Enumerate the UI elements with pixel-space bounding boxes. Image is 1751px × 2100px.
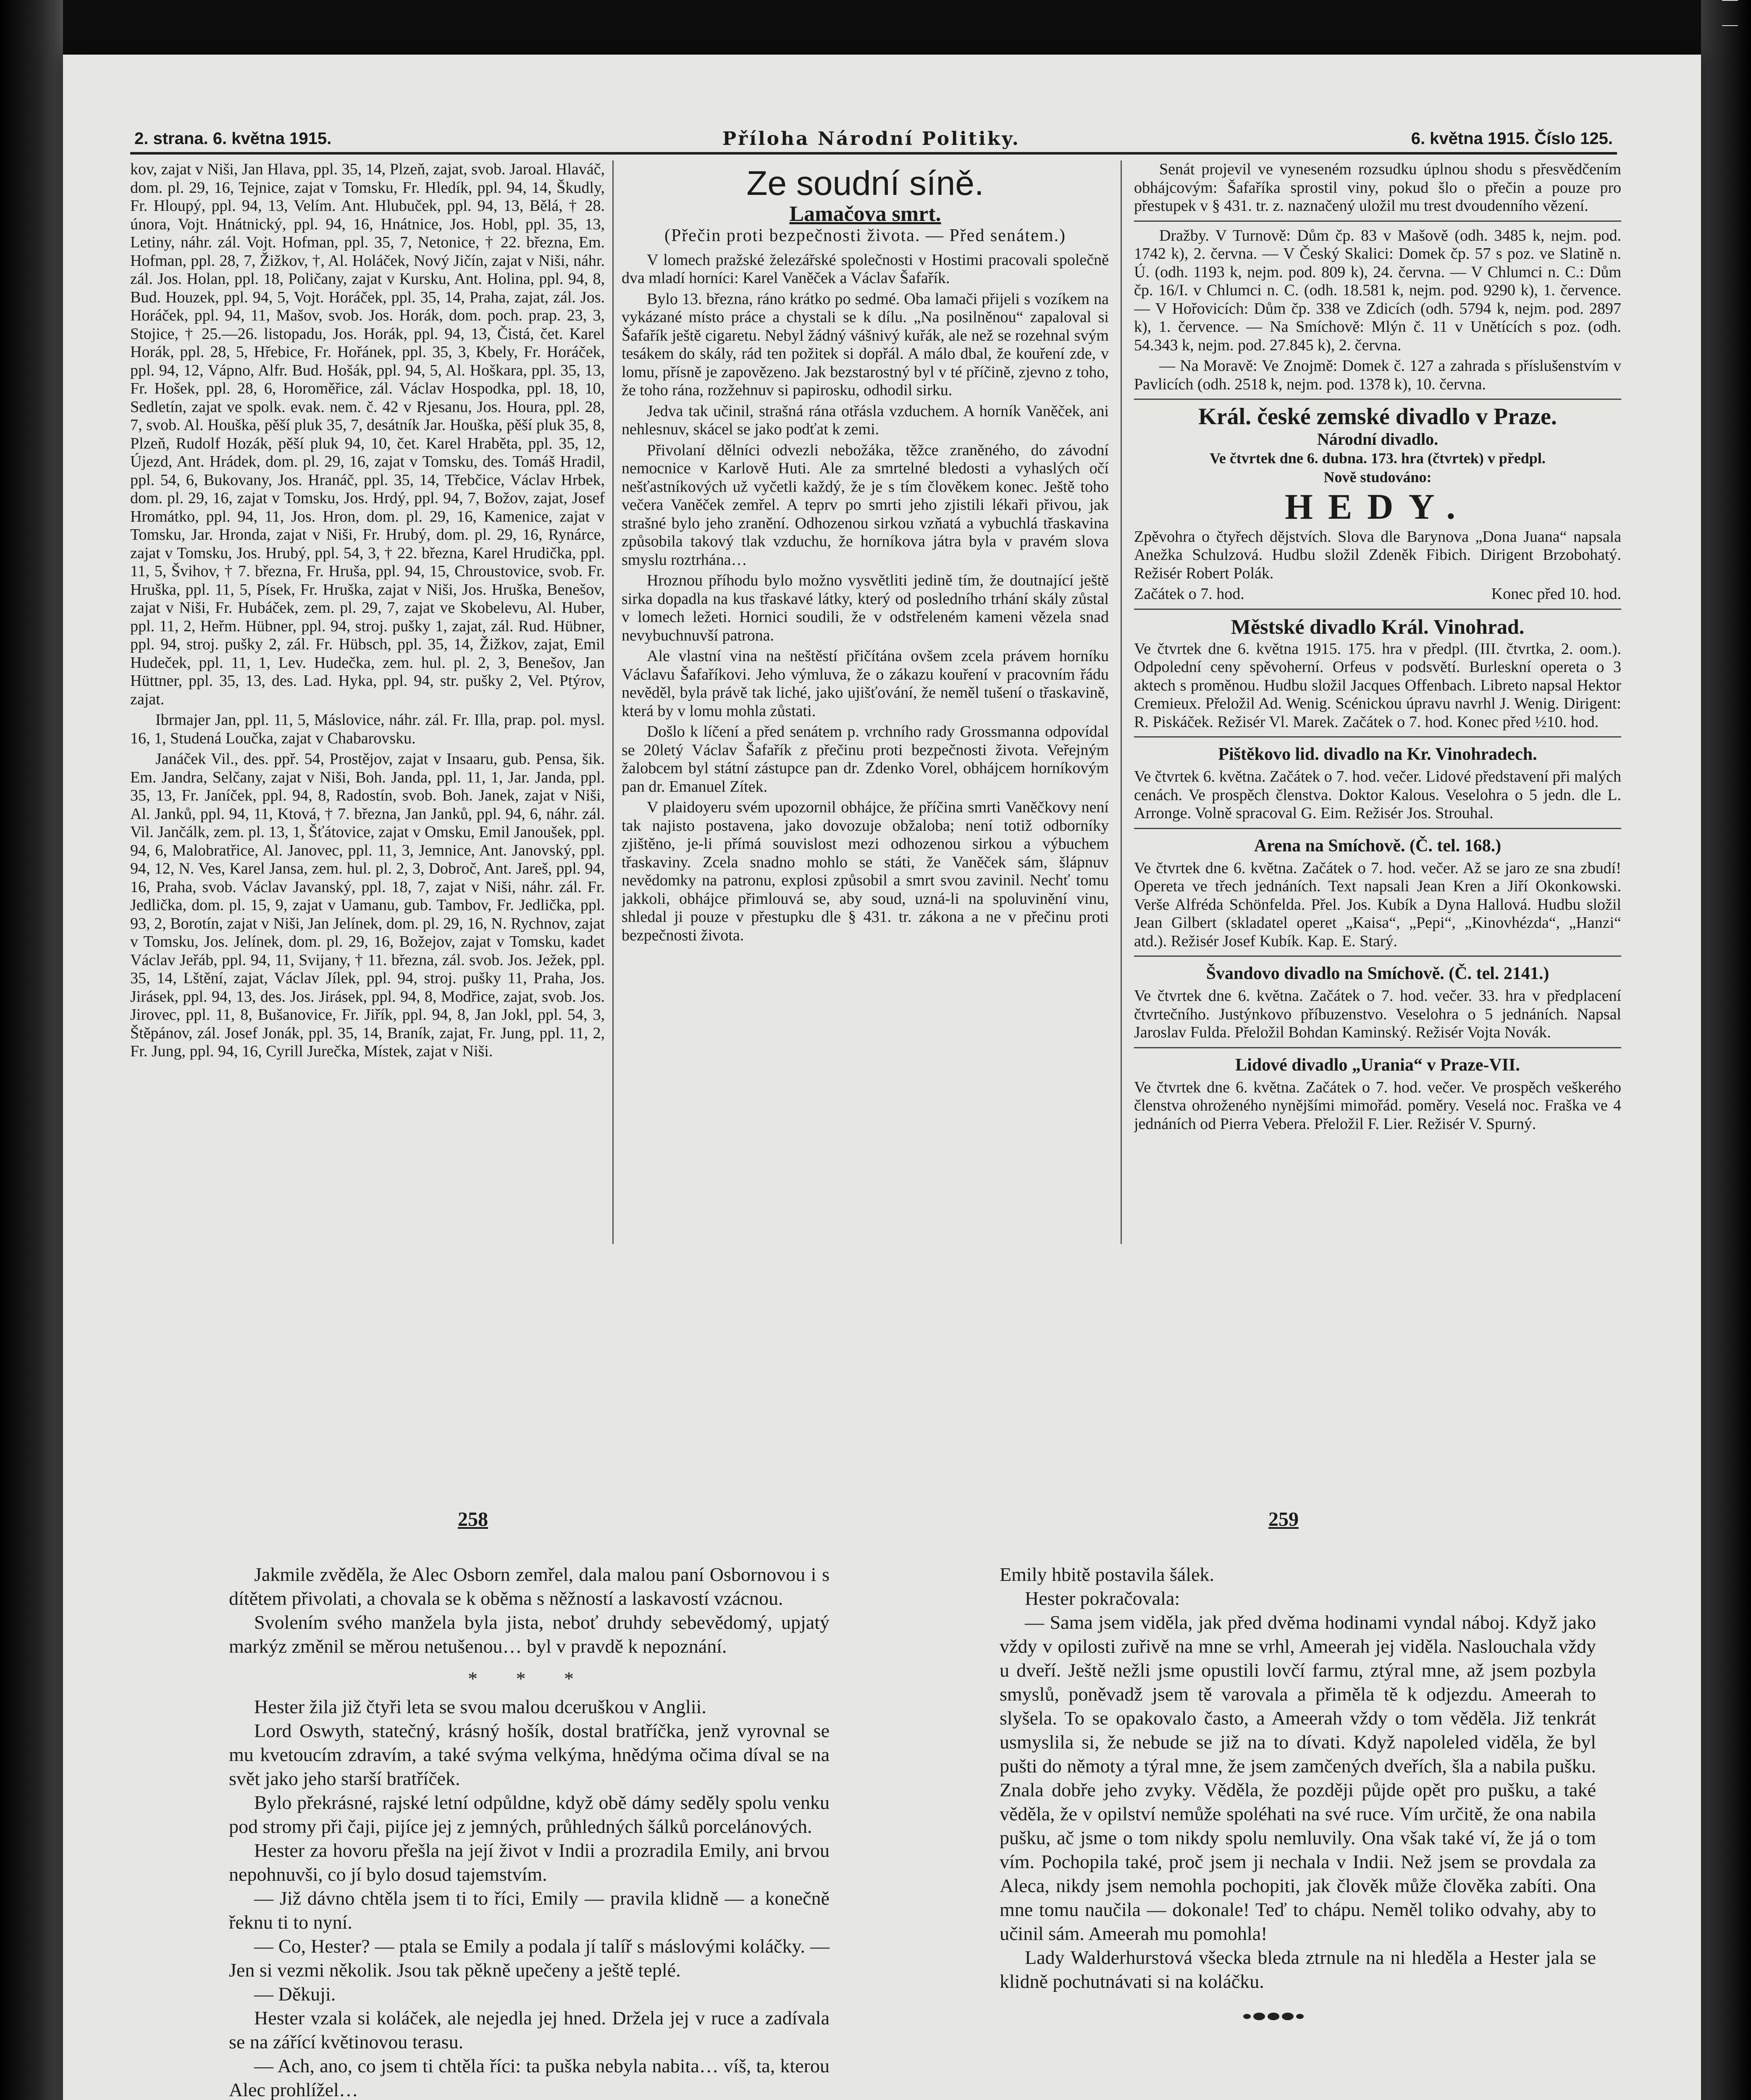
book-paragraph: — Ach, ano, co jsem ti chtěla říci: ta puška nebyla nabita… víš, ta, kterou Alec prohlížel… bbox=[229, 2055, 830, 2100]
auctions-paragraph: — Na Moravě: Ve Znojmě: Domek č. 127 a zahrada s příslušenstvím v Pavlicích (odh. 2518 k, nejm. pod. 1378 k), 10. června. bbox=[1134, 357, 1621, 393]
theatre-new-production: Nově studováno: bbox=[1323, 469, 1432, 486]
article-paragraph: Hroznou příhodu bylo možno vysvětliti jedině tím, že doutnající ještě sirka dopadla na kus třaskavé látky, který od posledního trhání skály zůstal v lomech ležeti. Hornici soudili, že v odstřeleném kameni vězela snad nevybuchnuvší patrona. bbox=[622, 572, 1109, 644]
column-court-article bbox=[622, 160, 1109, 1244]
section-rule bbox=[1134, 828, 1621, 829]
header-rule bbox=[130, 152, 1617, 155]
column-divider bbox=[1121, 160, 1122, 1244]
theatre-description: Ve čtvrtek 6. května. Začátek o 7. hod. večer. Lidové představení při malých cenách. Ve prospěch členstva. Doktor Kalous. Veselohra o 5 jedn. dle L. Arronge. Volně spracoval G. Eim. Režisér Jos. Strouhal. bbox=[1134, 768, 1621, 822]
book-page-number: 258 bbox=[458, 1508, 488, 1530]
book-paragraph: Hester vzala si koláček, ale nejedla jej hned. Držela jej v ruce a zadívala se na zářící květinovou terasu. bbox=[229, 2007, 830, 2053]
theatre-play-title: HEDY. bbox=[1284, 486, 1471, 527]
section-rule bbox=[1134, 736, 1621, 738]
article-headline: Lamačova smrt. bbox=[789, 202, 941, 226]
article-paragraph: Přivolaní dělníci odvezli nebožáka, těžce zraněného, do závodní nemocnice v Karlově Huti. Ale za smrtelné bledosti a vyhaslých očí nešťastníkových už vyčetli každý, že je s tím člověkem konec. Ještě toho večera Vaněček zemřel. A teprv po smrti jeho zjistili lékaři přivou, jak strašné bylo jeho zranění. Odhozenou sirkou vzňatá a vybuchlá třaskavina způsobila takový tlak vzduchu, že horníkova játra byla v pravém slova smyslu roztrhána… bbox=[622, 441, 1109, 569]
casualty-list-paragraph: Janáček Vil., des. ppř. 54, Prostějov, zajat v Insaaru, gub. Pensa, šik. Em. Jandra, Selčany, zajat v Niši, Boh. Janda, ppl. 11, 1, Jar. Janda, ppl. 35, 13, Fr. Janíček, ppl. 94, 8, Radostín, svob. Boh. Janek, zajat v Niši, Al. Janků, ppl. 94, 11, Ktová, † 7. března, Jan Janků, ppl. 94, 6, náhr. zál. Vil. Jančálk, zem. pl. 13, 1, Šťátovice, zajat v Omsku, Emil Janoušek, ppl. 94, 6, Malobratřice, Al. Janovec, ppl. 11, 3, Jemnice, Ant. Janovský, ppl. 94, 12, N. Ves, Karel Jansa, zem. hul. pl. 2, 3, Dobroč, Ant. Jareš, ppl. 94, 16, Praha, svob. Václav Javanský, ppl. 18, 7, zajat v Niši, náhr. zál. Fr. Jedlička, dom. pl. 15, 9, zajat v Uamanu, gub. Tambov, Fr. Jedlička, ppl. 93, 2, Borotín, zajat v Niši, Jan Jelínek, dom. pl. 29, 16, N. Rychnov, zajat v Tomsku, Jos. Jelínek, dom. pl. 29, 16, Božejov, zajat v Tomsku, kadet Václav Jeřáb, ppl. 94, 11, Svijany, † 11. března, zál. svob. Jos. Ježek, ppl. 35, 14, Lštění, zajat, Václav Jílek, ppl. 94, stroj. pušky 11, Praha, Jos. Jirásek, ppl. 94, 13, des. Jos. Jirásek, ppl. 94, 8, Modřice, zajat, svob. Jos. Jirovec, ppl. 11, 8, Bušanovice, Fr. Jiřík, ppl. 94, 8, Jan Jokl, ppl. 54, 3, Štěpánov, zál. Josef Jonák, ppl. 35, 14, Braník, zajat, Fr. Jung, ppl. 11, 2, Fr. Jung, ppl. 94, 16, Cyrill Jurečka, Místek, zajat v Niši. bbox=[130, 750, 605, 1060]
book-paragraph: Lord Oswyth, statečný, krásný hošík, dostal bratříčka, jenž vyrovnal se mu kvetoucím zdravím, a také svýma velkýma, hnědýma očima díval se na svět jako jeho starší bratříček. bbox=[229, 1720, 830, 1789]
section-rule bbox=[1134, 220, 1621, 222]
scan-left-edge bbox=[0, 0, 63, 2100]
header-left: 2. strana. 6. května 1915. bbox=[134, 129, 332, 148]
book-page-left bbox=[229, 1562, 830, 2100]
book-paragraph: — Co, Hester? — ptala se Emily a podala jí talíř s máslovými koláčky. — Jen si vezmi několik. Jsou tak pěkně upečeny a ještě teplé. bbox=[229, 1935, 830, 1981]
section-rule bbox=[1134, 399, 1621, 400]
column-casualty-list bbox=[130, 160, 605, 1244]
book-page-right bbox=[1000, 1562, 1596, 1993]
article-paragraph: Došlo k líčení a před senátem p. vrchního rady Grossmanna odpovídal se 20letý Václav Šafařík z přečinu proti bezpečnosti života. Veřejným žalobcem byl státní zástupce pan dr. Zdenko Vorel, obhájcem horníkovým pan dr. Emanuel Zítek. bbox=[622, 723, 1109, 795]
book-paragraph: — Sama jsem viděla, jak před dvěma hodinami vyndal náboj. Když jako vždy v opilosti zuřivě na mne se vrhl, Ameerah jej viděla. Naslouchala vždy u dveří. Ještě nežli jsme opustili lovčí farmu, ztýral mne, až jsem pozbyla smyslů, poněvadž jsem tě varovala a přiměla tě k odjezdu. Ameerah to slyšela. To se opakovalo často, a Ameerah vždy o tom věděla. Již tenkrát usmyslila si, že nebude se již na to dívati. Když napoleled viděla, že byl pušti do němoty a týral mne, že jsem zamčených dveřích, šla a nabila pušku. Znala dobře jeho zvyky. Věděla, že později půjde opět pro pušku, a také věděla, že v opilství nemůže spoléhati na své ruce. Vím určitě, že ona nabila pušku, ač jsme o tom nikdy spolu nemluvily. Ona však také ví, že já o tom vím. Pochopila také, proč jsem ji nechala v Indii. Než jsem se provdala za Aleca, nikdy jsem nemohla pochopiti, jak člověk může člověka zabíti. Ona mne tomu naučila — dokonale! Teď to chápu. Neměl toliko odvahy, aby to učinil sám. Ameerah mu pomohla! bbox=[1000, 1612, 1596, 1944]
theatre-heading: Lidové divadlo „Urania“ v Praze-VII. bbox=[1235, 1055, 1520, 1075]
book-paragraph: — Děkuji. bbox=[254, 1983, 336, 2005]
column-theatre-listings bbox=[1134, 160, 1621, 1244]
scan-mark bbox=[1722, 0, 1738, 1]
article-paragraph: Jedva tak učinil, strašná rána otřásla vzduchem. A horník Vaněček, ani nehlesnuv, skácel se jako podťat k zemi. bbox=[622, 402, 1109, 438]
theatre-description: Zpěvohra o čtyřech dějstvích. Slova dle Barynova „Dona Juana“ napsala Anežka Schulzová. Hudbu složil Zdeněk Fibich. Dirigent Brzobohatý. Režisér Robert Polák. bbox=[1134, 528, 1621, 582]
casualty-list-paragraph: kov, zajat v Niši, Jan Hlava, ppl. 35, 14, Plzeň, zajat, svob. Jaroal. Hlaváč, dom. pl. 29, 16, Tejnice, zajat v Tomsku, Fr. Hledík, ppl. 94, 14, Škudly, Fr. Hloupý, ppl. 94, 13, Velím. Ant. Hlubuček, ppl. 94, 13, Bělá, † 28. února, Vojt. Hnátnický, ppl. 94, 16, Hnátnice, Jos. Hobl, ppl. 35, 13, Letiny, náhr. zál. Vojt. Hofman, ppl. 35, 7, Netonice, † 22. března, Em. Hofman, ppl. 28, 7, Žižkov, †, Al. Holáček, Nový Jičín, zajat v Niši, náhr. zál. Jos. Holan, ppl. 18, Poličany, zajat v Kursku, Ant. Holina, ppl. 94, 8, Bud. Houzek, ppl. 94, 5, Vojt. Horáček, ppl. 35, 14, Praha, zajat, zál. Jos. Horáček, ppl. 94, 11, Mašov, svob. Jos. Horák, dom. poch. prap. 23, 3, Stojice, † 25.—26. listopadu, Jos. Horák, ppl. 94, 13, Čistá, čet. Karel Horák, ppl. 28, 5, Hřebice, Fr. Hořánek, ppl. 35, 3, Kbely, Fr. Horáček, ppl. 94, 12, Vápno, Alfr. Bud. Hošák, ppl. 94, 5, Al. Hoškara, ppl. 35, 13, Fr. Hošek, ppl. 28, 6, Horoměřice, zál. Václav Hospodka, ppl. 18, 10, Sedletín, zajat ve spolk. evak. nem. č. 42 v Rjesanu, Jos. Houra, ppl. 28, 7, svob. Al. Houška, pěší pluk 35, 7, desátník Jar. Houška, pěší pluk 35, 8, Plzeň, Rudolf Hozák, pěší pluk 94, 10, čet. Karel Hraběta, ppl. 35, 12, Újezd, Ant. Hrádek, dom. pl. 29, 16, zajat v Tomsku, des. Tomáš Hradil, ppl. 54, 6, Bukovany, Jos. Hranáč, ppl. 35, 14, Třebčice, Václav Hrbek, dom. pl. 29, 16, zajat v Tomsku, Jos. Hrdý, ppl. 94, 7, Božov, zajat, Josef Hromátko, ppl. 94, 11, Jos. Hron, dom. pl. 29, 16, Kamenice, zajat v Tomsku, Jar. Hronda, zajat v Niši, Fr. Hrubý, dom. pl. 29, 16, Rynárce, zajat v Tomsku, Jos. Hrubý, ppl. 54, 3, † 22. března, Karel Hrudička, ppl. 11, 5, Švihov, † 7. března, Fr. Hruša, ppl. 94, 15, Chroustovice, svob. Fr. Hruška, ppl. 11, 5, Písek, Fr. Hruška, zajat v Niši, Jos. Hruška, Benešov, zajat v Niši, Fr. Hubáček, zem. pl. 29, 7, zajat ve Skobelevu, Al. Huber, ppl. 11, 2, Heřm. Hübner, ppl. 94, stroj. pušky 1, zajat, zál. Rud. Hübner, ppl. 94, stroj. pušky 2, zál. Fr. Hübsch, ppl. 35, 14, Žižkov, zajat, Emil Hudeček, ppl. 11, 1, Lev. Hudečka, zem. hul. pl. 2, 3, Benešov, Jan Hüttner, ppl. 35, 13, des. Lad. Hyka, ppl. 94, str. pušky 2, Vel. Ptýrov, zajat. bbox=[130, 160, 605, 708]
article-note: (Přečin proti bezpečnosti života. — Před senátem.) bbox=[664, 226, 1066, 245]
theatre-subheading: Národní divadlo. bbox=[1317, 430, 1439, 449]
article-paragraph: V lomech pražské železářské společnosti v Hostimi pracovali společně dva mladí horníci: Karel Vaněček a Václav Šafařík. bbox=[622, 251, 1109, 287]
book-paragraph: — Již dávno chtěla jsem ti to říci, Emily — pravila klidně — a konečně řeknu ti to nyní. bbox=[229, 1887, 830, 1933]
book-paragraph: Hester za hovoru přešla na její život v Indii a prozradila Emily, ani brvou nepohnuvši, co jí bylo dosud tajemstvím. bbox=[229, 1840, 830, 1885]
verdict-paragraph: Senát projevil ve vyneseném rozsudku úplnou shodu s přesvědčením obhájcovým: Šafaříka sprostil viny, pokud šlo o přečin a pouze pro přestupek v § 431. tr. z. naznačený uložil mu trest dvoudenního vězení. bbox=[1134, 160, 1621, 215]
theatre-heading: Král. české zemské divadlo v Praze. bbox=[1198, 404, 1557, 430]
book-paragraph: Lady Walderhurstová všecka bleda ztrnule na ni hleděla a Hester jala se klidně pochutnávati si na koláčku. bbox=[1000, 1947, 1596, 1992]
theatre-heading: Městské divadlo Král. Vinohrad. bbox=[1231, 614, 1525, 638]
section-rule bbox=[1134, 956, 1621, 957]
scan-right-edge bbox=[1701, 0, 1751, 2100]
theatre-heading: Pištěkovo lid. divadlo na Kr. Vinohradech. bbox=[1218, 745, 1537, 764]
book-paragraph: Svolením svého manžela byla jista, neboť druhdy sebevědomý, upjatý markýz změnil se měrou netušenou… byl v pravdě k nepoznání. bbox=[229, 1612, 830, 1657]
theatre-end: Konec před 10. hod. bbox=[1491, 585, 1621, 603]
page-header bbox=[134, 126, 1613, 151]
book-page-number: 259 bbox=[1268, 1508, 1299, 1530]
scan-mark bbox=[1722, 25, 1738, 26]
casualty-list-paragraph: Ibrmajer Jan, ppl. 11, 5, Máslovice, náhr. zál. Fr. Illa, prap. pol. mysl. 16, 1, Studená Loučka, zajat v Chabarovsku. bbox=[130, 711, 605, 747]
book-paragraph: Hester žila již čtyři leta se svou malou dceruškou v Anglii. bbox=[254, 1696, 706, 1717]
article-paragraph: Bylo 13. března, ráno krátko po sedmé. Oba lamači přijeli s vozíkem na vykázané místo práce a chystali se k dílu. „Na posilněnou“ zapaloval si Šafařík ještě cigaretu. Nebyl žádný vášnivý kuřák, ale než se rozehnal svým tesákem do skály, rád ten požitek si dopřál. A málo dbal, že kouření zde, v lomu, přísně je zapovězeno. Jak bezstarostný byl v té příčině, zjevno z toho, že toho rána, rozžehnuv si papirosku, odhodil sirku. bbox=[622, 290, 1109, 399]
chapter-end-ornament bbox=[1243, 2012, 1336, 2021]
theatre-times bbox=[1134, 585, 1621, 604]
theatre-heading: Švandovo divadlo na Smíchově. (Č. tel. 2141.) bbox=[1206, 964, 1549, 983]
theatre-start: Začátek o 7. hod. bbox=[1134, 585, 1244, 603]
theatre-description: Ve čtvrtek dne 6. května. Začátek o 7. hod. večer. Až se jaro ze sna zbudí! Opereta ve třech jednáních. Text napsali Jean Kren a Jiří Okonkowski. Verše Alfréda Schönfelda. Přel. Jos. Kubík a Dyna Hallová. Hudbu složil Jean Gilbert (skladatel operet „Kaisa“, „Pepi“, „Kinovhézda“, „Hanzi“ atd.). Režisér Josef Kubík. Kap. E. Starý. bbox=[1134, 859, 1621, 950]
theatre-description: Ve čtvrtek dne 6. května. Začátek o 7. hod. večer. 33. hra v předplacení čtvrtečního. Justýnkovo příbuzenstvo. Veselohra o 5 jednáních. Napsal Jaroslav Fulda. Přeložil Bohdan Kaminský. Režisér Vojta Novák. bbox=[1134, 987, 1621, 1041]
theatre-description: Ve čtvrtek dne 6. května. Začátek o 7. hod. večer. Ve prospěch veškerého členstva ohroženého nynějšími mimořád. poměry. Veselá noc. Fraška ve 4 jednáních od Pierra Vebera. Přeložil F. Lier. Režisér V. Spurný. bbox=[1134, 1078, 1621, 1133]
article-paragraph: V plaidoyeru svém upozornil obhájce, že příčina smrti Vaněčkovy není tak najisto postavena, jako dovozuje obžaloba; není totiž odborníky zjištěno, je-li přímá souvislost mezi odhozenou sirkou a výbuchem třaskaviny. Zcela snadno mohlo se státi, že Vaněček sám, šlápnuv nevědomky na patronu, explosi způsobil a smrt svou zavinil. Nechť tomu jakkoli, obhájce přimlouvá se, aby soud, uzná-li na spoluvinění vinu, shledal ji pouze v přestupku dle § 431. tr. zákona a ne v přečinu proti bezpečnosti života. bbox=[622, 798, 1109, 944]
book-paragraph: Bylo překrásné, rajské letní odpůldne, když obě dámy seděly spolu venku pod stromy při čaji, pijíce jej z jemných, průhledných šálků porcelánových. bbox=[229, 1792, 830, 1837]
book-paragraph: Emily hbitě postavila šálek. bbox=[1000, 1564, 1215, 1585]
theatre-heading: Arena na Smíchově. (Č. tel. 168.) bbox=[1254, 836, 1502, 856]
book-paragraph: Hester pokračovala: bbox=[1025, 1588, 1180, 1609]
section-break: * * * bbox=[468, 1668, 591, 1689]
article-section-title: Ze soudní síně. bbox=[746, 164, 984, 202]
section-rule bbox=[1134, 609, 1621, 610]
theatre-description: Ve čtvrtek dne 6. května 1915. 175. hra v předpl. (III. čtvrtka, 2. oom.). Odpolední ceny spěvoherní. Orfeus v podsvětí. Burleskní opereta o 3 aktech s proměnou. Hudbu složil Jacques Offenbach. Libreto napsal Hektor Cremieux. Přeložil Ad. Wenig. Scénickou úpravu navrhl J. Wenig. Dirigent: R. Piskáček. Režisér Vl. Marek. Začátek o 7. hod. Konec před ½10. hod. bbox=[1134, 640, 1621, 731]
book-paragraph: Jakmile zvěděla, že Alec Osborn zemřel, dala malou paní Osbornovou i s dítětem přivolati, a chovala se k oběma s něžností a laskavostí vzácnou. bbox=[229, 1564, 830, 1609]
header-masthead: Příloha Národní Politiky. bbox=[722, 128, 1020, 150]
auctions-paragraph: Dražby. V Turnově: Dům čp. 83 v Mašově (odh. 3485 k, nejm. pod. 1742 k), 2. června. — V Český Skalici: Domek čp. 57 s poz. ve Slatině n. Ú. (odh. 1193 k, nejm. pod. 809 k), 24. června. — V Chlumci n. C.: Dům čp. 16/I. v Chlumci n. C. (odh. 18.581 k, nejm. pod. 9290 k), 1. července. — V Hořovicích: Dům čp. 338 ve Zdicích (odh. 5794 k, nejm. pod. 2897 k), 1. července. — Na Smíchově: Mlýn č. 11 v Unětících s poz. (odh. 54.343 k, nejm. pod. 27.845 k), 2. června. bbox=[1134, 226, 1621, 354]
header-right: 6. května 1915. Číslo 125. bbox=[1411, 129, 1613, 148]
section-rule bbox=[1134, 1047, 1621, 1048]
theatre-date: Ve čtvrtek dne 6. dubna. 173. hra (čtvrtek) v předpl. bbox=[1210, 449, 1546, 467]
article-paragraph: Ale vlastní vina na neštěstí přičítána ovšem zcela právem horníku Václavu Šafaříkovi. Jeho výmluva, že o zákazu kouření v pracovním řádu nevěděl, byla právě tak liché, jako ujišťování, že neměl tušení o třaskavině, která by v lomu mohla zůstati. bbox=[622, 647, 1109, 720]
column-divider bbox=[612, 160, 614, 1244]
